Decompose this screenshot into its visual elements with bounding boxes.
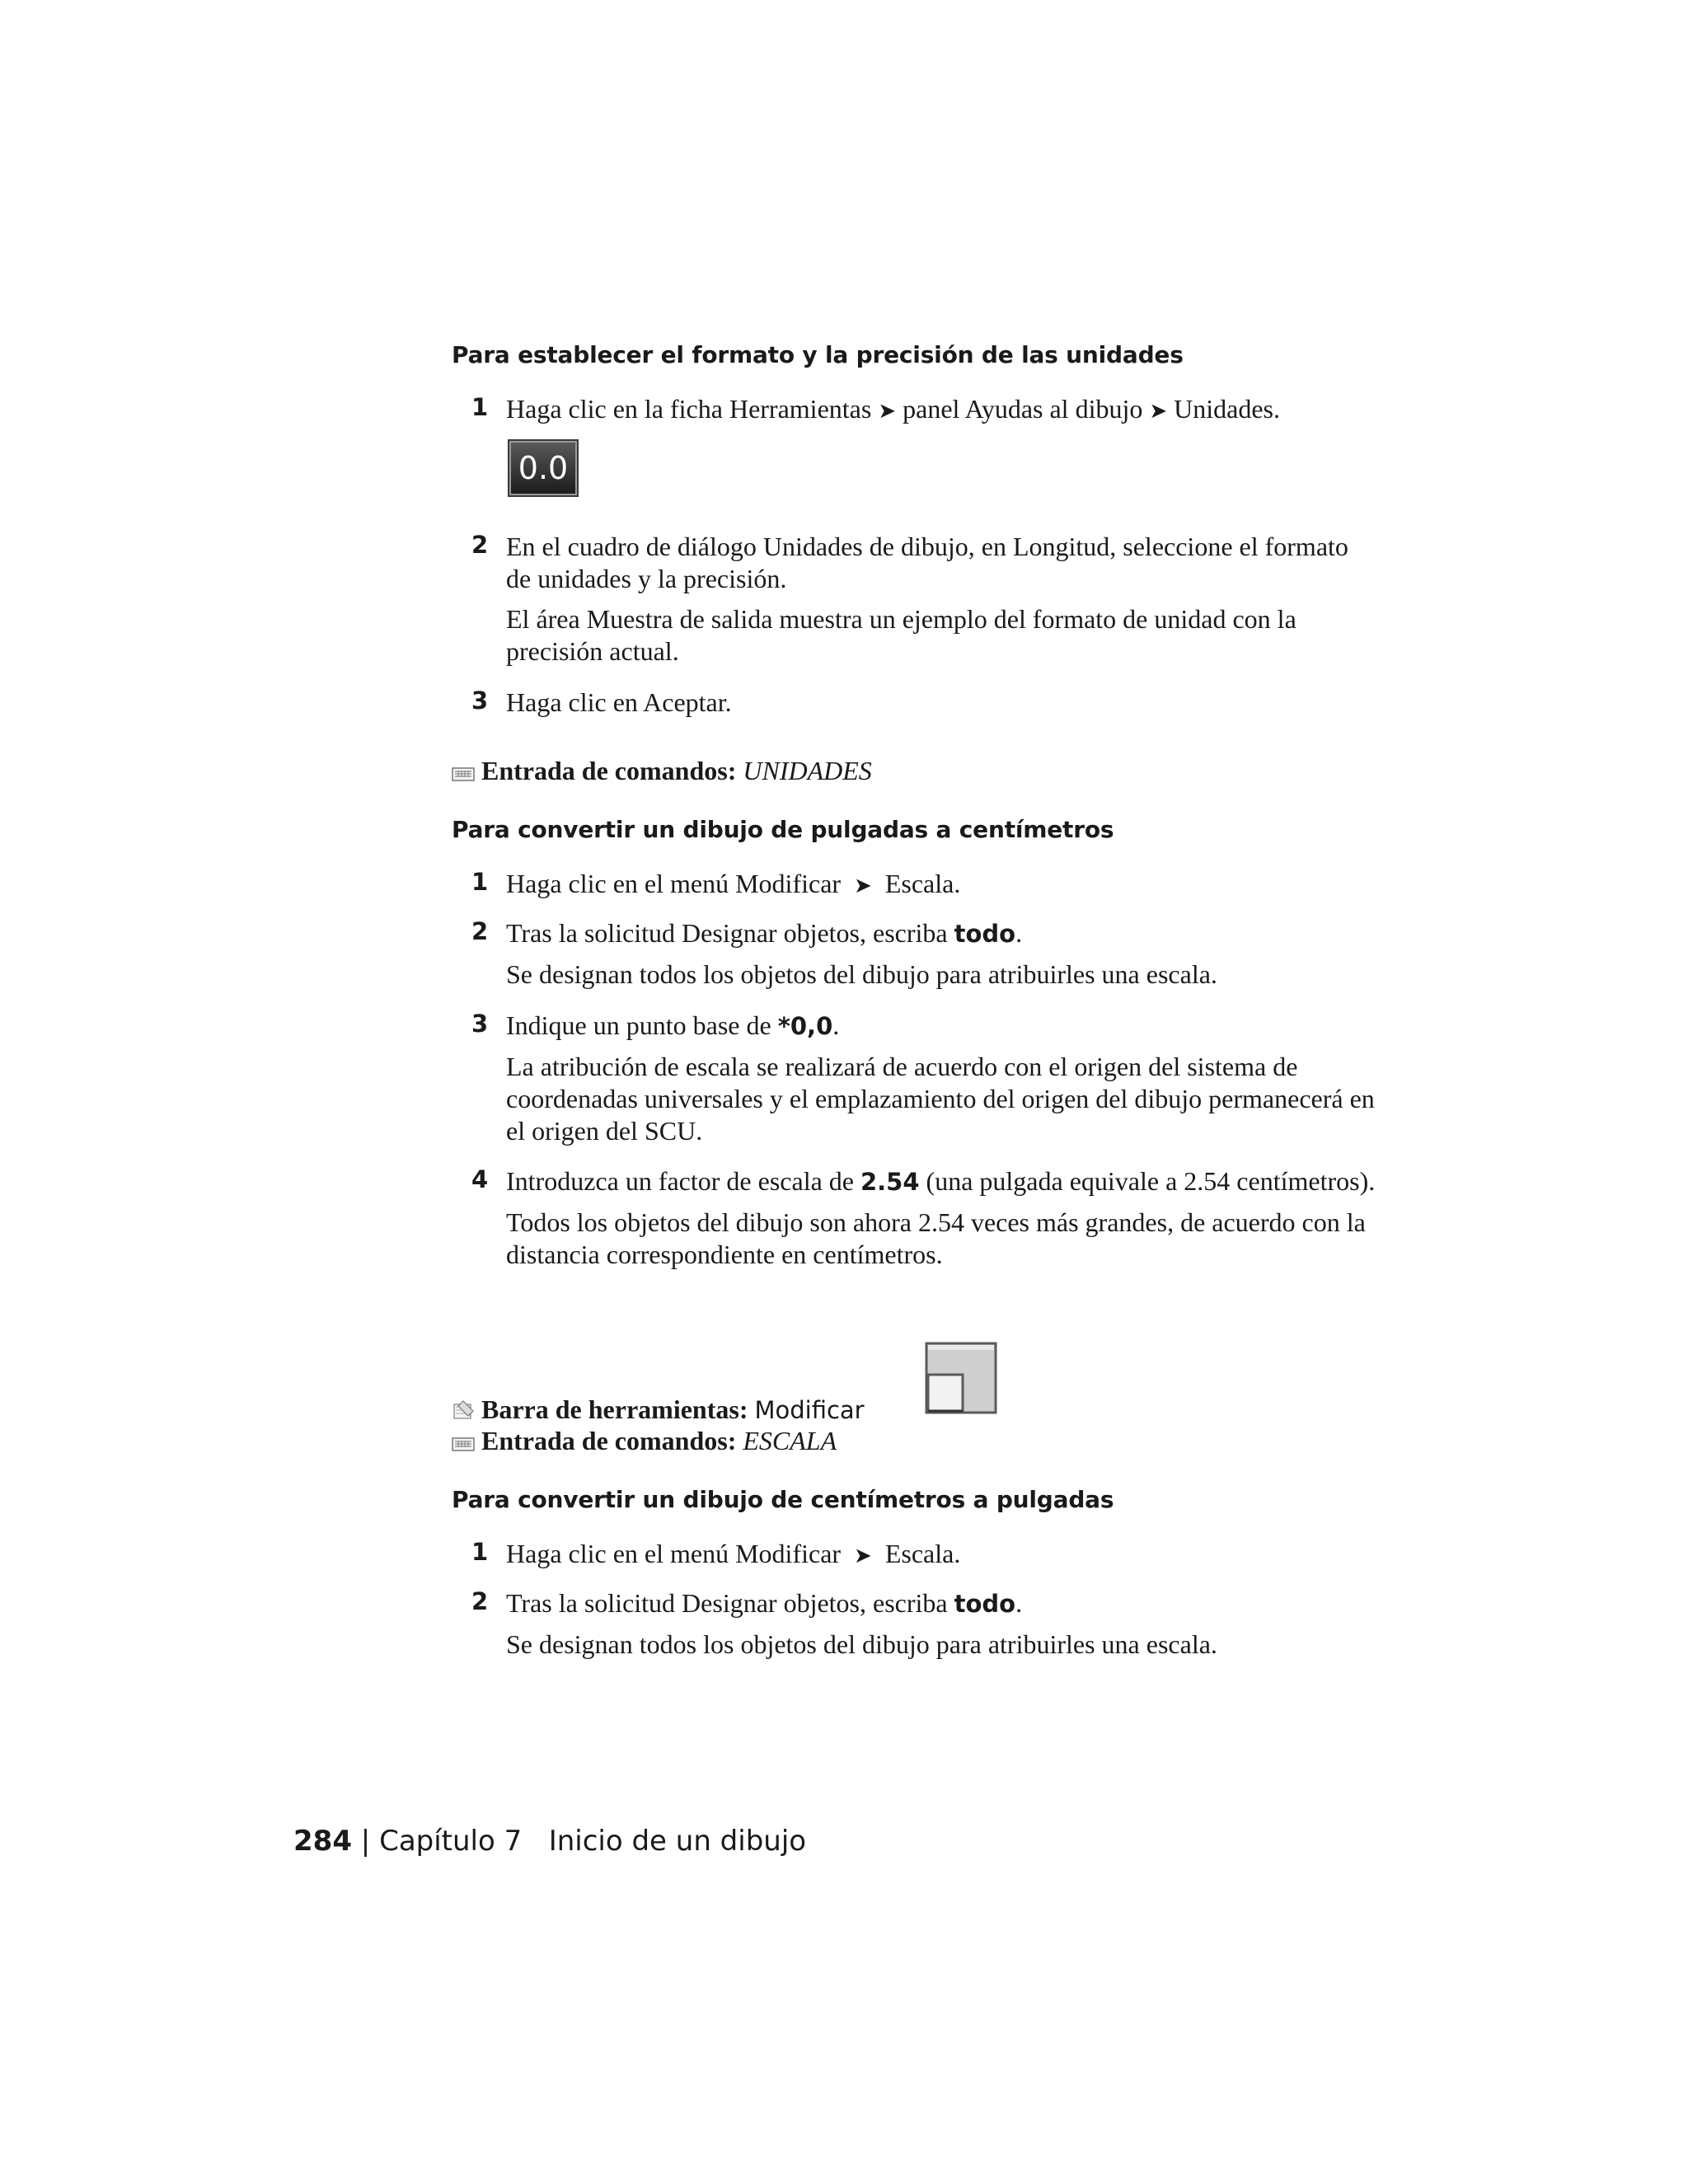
chapter-label: Capítulo 7 — [379, 1825, 523, 1858]
footer-separator: | — [360, 1825, 371, 1858]
step-note: El área Muestra de salida muestra un ejemplo del formato de unidad con la precisión actual. — [506, 604, 1296, 666]
step-number: 4 — [471, 1165, 489, 1193]
step-number: 2 — [471, 1587, 489, 1615]
arrow-icon: ➤ — [854, 874, 872, 898]
command-entry-line: Entrada de comandos: ESCALA — [452, 1426, 837, 1459]
step-text: Haga clic en la ficha Herramientas ➤ panel Ayudas al dibujo ➤ Unidades. — [506, 394, 1280, 424]
step-note: Todos los objetos del dibujo son ahora 2.54 veces más grandes, de acuerdo con la distancia correspondiente en centímetros. — [506, 1207, 1366, 1269]
step-note: La atribución de escala se realizará de acuerdo con el origen del sistema de coordenadas universales y el emplazamiento del origen del dibujo permanecerá en el origen del SCU. — [506, 1052, 1375, 1146]
step-number: 2 — [471, 531, 489, 559]
step-text: Introduzca un factor de escala de 2.54 (una pulgada equivale a 2.54 centímetros). — [506, 1166, 1376, 1196]
arrow-icon: ➤ — [854, 1544, 872, 1568]
step-text: Tras la solicitud Designar objetos, escriba todo. — [506, 918, 1023, 948]
toolbar-entry-line: Barra de herramientas: Modificar — [452, 1394, 865, 1427]
step-text: Indique un punto base de *0,0. — [506, 1010, 840, 1040]
step-number: 3 — [471, 687, 489, 715]
section-heading-cm-to-inches: Para convertir un dibujo de centímetros a pulgadas — [452, 1486, 1114, 1513]
step-text: Haga clic en Aceptar. — [506, 687, 732, 717]
section-heading-units-format: Para establecer el formato y la precisión de las unidades — [452, 341, 1184, 368]
step-text: Tras la solicitud Designar objetos, escriba todo. — [506, 1588, 1023, 1618]
step-text: Haga clic en el menú Modificar ➤ Escala. — [506, 869, 961, 898]
step-number: 3 — [471, 1010, 489, 1038]
command-name: ESCALA — [743, 1426, 837, 1455]
section-heading-inches-to-cm: Para convertir un dibujo de pulgadas a centímetros — [452, 816, 1114, 843]
arrow-icon: ➤ — [1149, 399, 1168, 424]
command-entry-line: Entrada de comandos: UNIDADES — [452, 756, 872, 789]
step-number: 1 — [471, 1538, 489, 1566]
step-number: 2 — [471, 917, 489, 945]
step-text: Haga clic en el menú Modificar ➤ Escala. — [506, 1539, 961, 1568]
arrow-icon: ➤ — [878, 399, 897, 424]
toolbar-icon — [452, 1397, 475, 1427]
keyboard-icon — [452, 1428, 475, 1459]
toolbar-name: Modificar — [754, 1396, 865, 1424]
chapter-title: Inicio de un dibujo — [548, 1825, 807, 1858]
units-ribbon-icon: 0.0 — [509, 441, 577, 495]
step-number: 1 — [471, 868, 489, 896]
keyboard-icon — [452, 758, 475, 789]
scale-tool-icon — [925, 1342, 999, 1420]
page-footer — [293, 1825, 806, 1858]
page-number: 284 — [293, 1825, 352, 1858]
step-number: 1 — [471, 393, 489, 421]
step-note: Se designan todos los objetos del dibujo para atribuirles una escala. — [506, 959, 1217, 989]
step-text: En el cuadro de diálogo Unidades de dibujo, en Longitud, seleccione el formato de unidades y la precisión. — [506, 532, 1348, 593]
step-note: Se designan todos los objetos del dibujo para atribuirles una escala. — [506, 1629, 1217, 1659]
command-name: UNIDADES — [743, 756, 872, 785]
